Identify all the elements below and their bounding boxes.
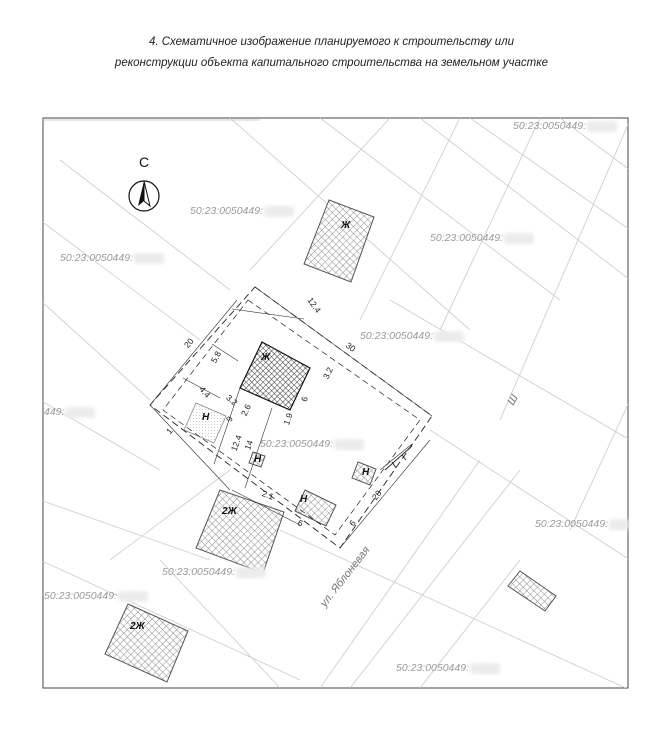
cadastral-number: 50:23:0050449: bbox=[190, 205, 294, 217]
dimension-value: 20 bbox=[181, 336, 196, 350]
dimension-value: 6 bbox=[346, 518, 358, 528]
building-label-residential: Ж bbox=[341, 220, 351, 231]
cadastral-number: 50:23:0050449: bbox=[44, 590, 148, 602]
north-label: С bbox=[139, 154, 150, 170]
dimension-value: 20 bbox=[369, 488, 384, 502]
dimension-value: 30 bbox=[343, 340, 358, 354]
building-residential-north bbox=[304, 200, 374, 282]
dimension-value: 14 bbox=[242, 438, 256, 452]
cadastral-number: 50:23:0050449: bbox=[396, 662, 500, 674]
building-2zh-south bbox=[196, 490, 284, 573]
dimension-value: 9 bbox=[223, 414, 235, 424]
building-n-west bbox=[184, 403, 226, 443]
dimension-value: 3.2 bbox=[224, 392, 240, 408]
dimension-value: 2.1 bbox=[260, 488, 276, 502]
dimension-value: 5.8 bbox=[208, 349, 224, 365]
building-label-n-east: Н bbox=[362, 467, 370, 478]
cadastral-number: 50:23:0050449: bbox=[60, 252, 164, 264]
dimension-value: 1 bbox=[164, 425, 175, 437]
cadastral-number: 50:23:0050449: bbox=[260, 438, 364, 450]
diagram-title-line1: 4. Схематичное изображение планируемого к строительству или bbox=[148, 36, 515, 48]
cadastral-number: 50:23:0050449: bbox=[360, 330, 464, 342]
dimension-value: 2.6 bbox=[238, 402, 253, 418]
dimension-value: 1.9 bbox=[281, 411, 295, 427]
street-letter: Ш bbox=[505, 392, 521, 408]
dimension-value: 6 bbox=[296, 517, 305, 529]
cadastral-number: 50:23:0050449: bbox=[162, 566, 266, 578]
dimension-value: 6 bbox=[298, 395, 310, 403]
dimension-value: 3.2 bbox=[320, 365, 335, 381]
cadastral-number-partial: 449: bbox=[44, 406, 95, 418]
building-label-n-west: Н bbox=[202, 412, 210, 423]
dimension-value: 12.4 bbox=[228, 433, 244, 453]
building-label-n-south: Н bbox=[300, 494, 308, 505]
dimension-value: 12.4 bbox=[305, 295, 324, 315]
building-label-2zh: 2Ж bbox=[222, 506, 237, 517]
cadastral-number: 50:23:0050449: bbox=[513, 120, 617, 132]
north-arrow bbox=[129, 181, 159, 211]
building-label-planned: Ж bbox=[261, 352, 271, 363]
cadastral-number: 50:23:0050449: bbox=[535, 518, 629, 530]
building-label-2zh-sw: 2Ж bbox=[130, 621, 145, 632]
building-east-small bbox=[508, 571, 556, 611]
diagram-title-line2: реконструкции объекта капитального строительства на земельном участке bbox=[114, 57, 549, 69]
building-2zh-southwest bbox=[105, 604, 188, 682]
building-label-n-small: Н bbox=[254, 454, 262, 465]
dimension-value: 4.4 bbox=[197, 384, 213, 400]
cadastral-number: 50:23:0050449: bbox=[430, 232, 534, 244]
street-label: ул. Яблоневая bbox=[318, 544, 373, 610]
